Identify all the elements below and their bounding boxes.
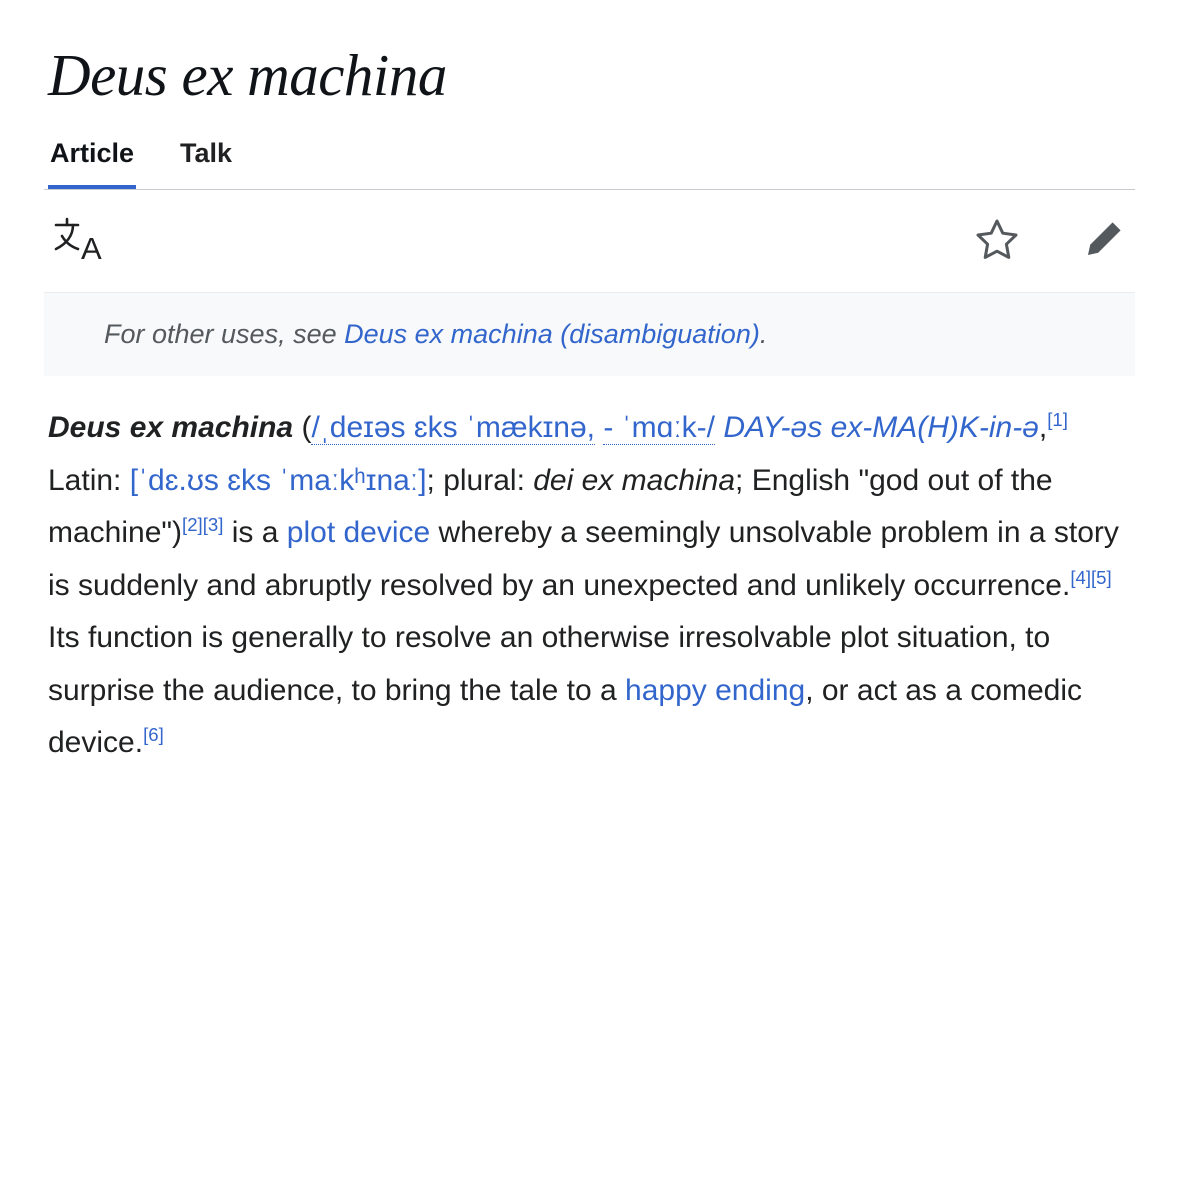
link-plot-device[interactable]: plot device — [286, 516, 431, 550]
hatnote-link[interactable]: Deus ex machina (disambiguation) — [344, 319, 760, 350]
latin-ipa: [ˈdɛ.ʊs ɛks ˈmaːkʰɪnaː] — [129, 463, 427, 497]
tab-talk[interactable]: Talk — [178, 138, 234, 189]
reference-3[interactable]: [3] — [202, 514, 224, 536]
hatnote-suffix: . — [759, 319, 768, 350]
lead-text-3: Its function is generally to resolve an otherwise irresolvable plot situation, to surprise the audience, to bring the tale to a — [48, 621, 1051, 707]
lead-text-1: is a — [223, 516, 287, 550]
respelling-text: DAY-əs ex-MA(H)K-in-ə — [723, 411, 1039, 445]
star-watch-icon[interactable] — [973, 216, 1021, 264]
language-translate-icon[interactable] — [52, 214, 108, 266]
article-toolbar — [44, 190, 1135, 293]
reference-1[interactable]: [1] — [1047, 409, 1068, 431]
pencil-edit-icon[interactable] — [1079, 216, 1127, 264]
reference-2[interactable]: [2] — [182, 514, 203, 536]
toolbar-left-group — [52, 214, 108, 266]
lead-text-4: , or act as a comedic device. — [48, 673, 1082, 760]
lead-open-paren: ( — [293, 411, 312, 445]
reference-6[interactable]: [6] — [143, 724, 164, 746]
tab-article[interactable]: Article — [48, 138, 136, 189]
page-title: Deus ex machina — [48, 42, 447, 108]
toolbar-right-group — [973, 216, 1127, 264]
lead-text-2: whereby a seemingly unsolvable problem in a story is suddenly and abruptly resolved by an unexpected and unlikely occurrence. — [48, 516, 1119, 602]
svg-text:A: A — [81, 231, 102, 267]
reference-4[interactable]: [4] — [1070, 566, 1091, 588]
lead-term: Deus ex machina — [48, 411, 294, 445]
article-tabs — [44, 138, 1135, 190]
semicolon-1: ; — [426, 463, 444, 497]
hatnote-disambiguation — [44, 293, 1135, 376]
ipa-english-link-1[interactable]: /ˌdeɪəs ɛks ˈmækɪnə, — [311, 411, 595, 445]
article-lead-paragraph — [44, 376, 1135, 810]
plural-label: plural: — [443, 463, 534, 497]
lead-comma: , — [1038, 411, 1048, 445]
link-happy-ending[interactable]: happy ending — [625, 673, 806, 707]
english-gloss: ; English "god out of the machine") — [48, 463, 1053, 550]
latin-label: Latin: — [48, 463, 130, 497]
plural-value: dei ex machina — [533, 463, 736, 497]
ipa-english-link-2[interactable]: - ˈmɑːk-/ — [603, 411, 715, 445]
reference-5[interactable]: [5] — [1091, 566, 1112, 588]
hatnote-prefix: For other uses, see — [104, 319, 345, 350]
